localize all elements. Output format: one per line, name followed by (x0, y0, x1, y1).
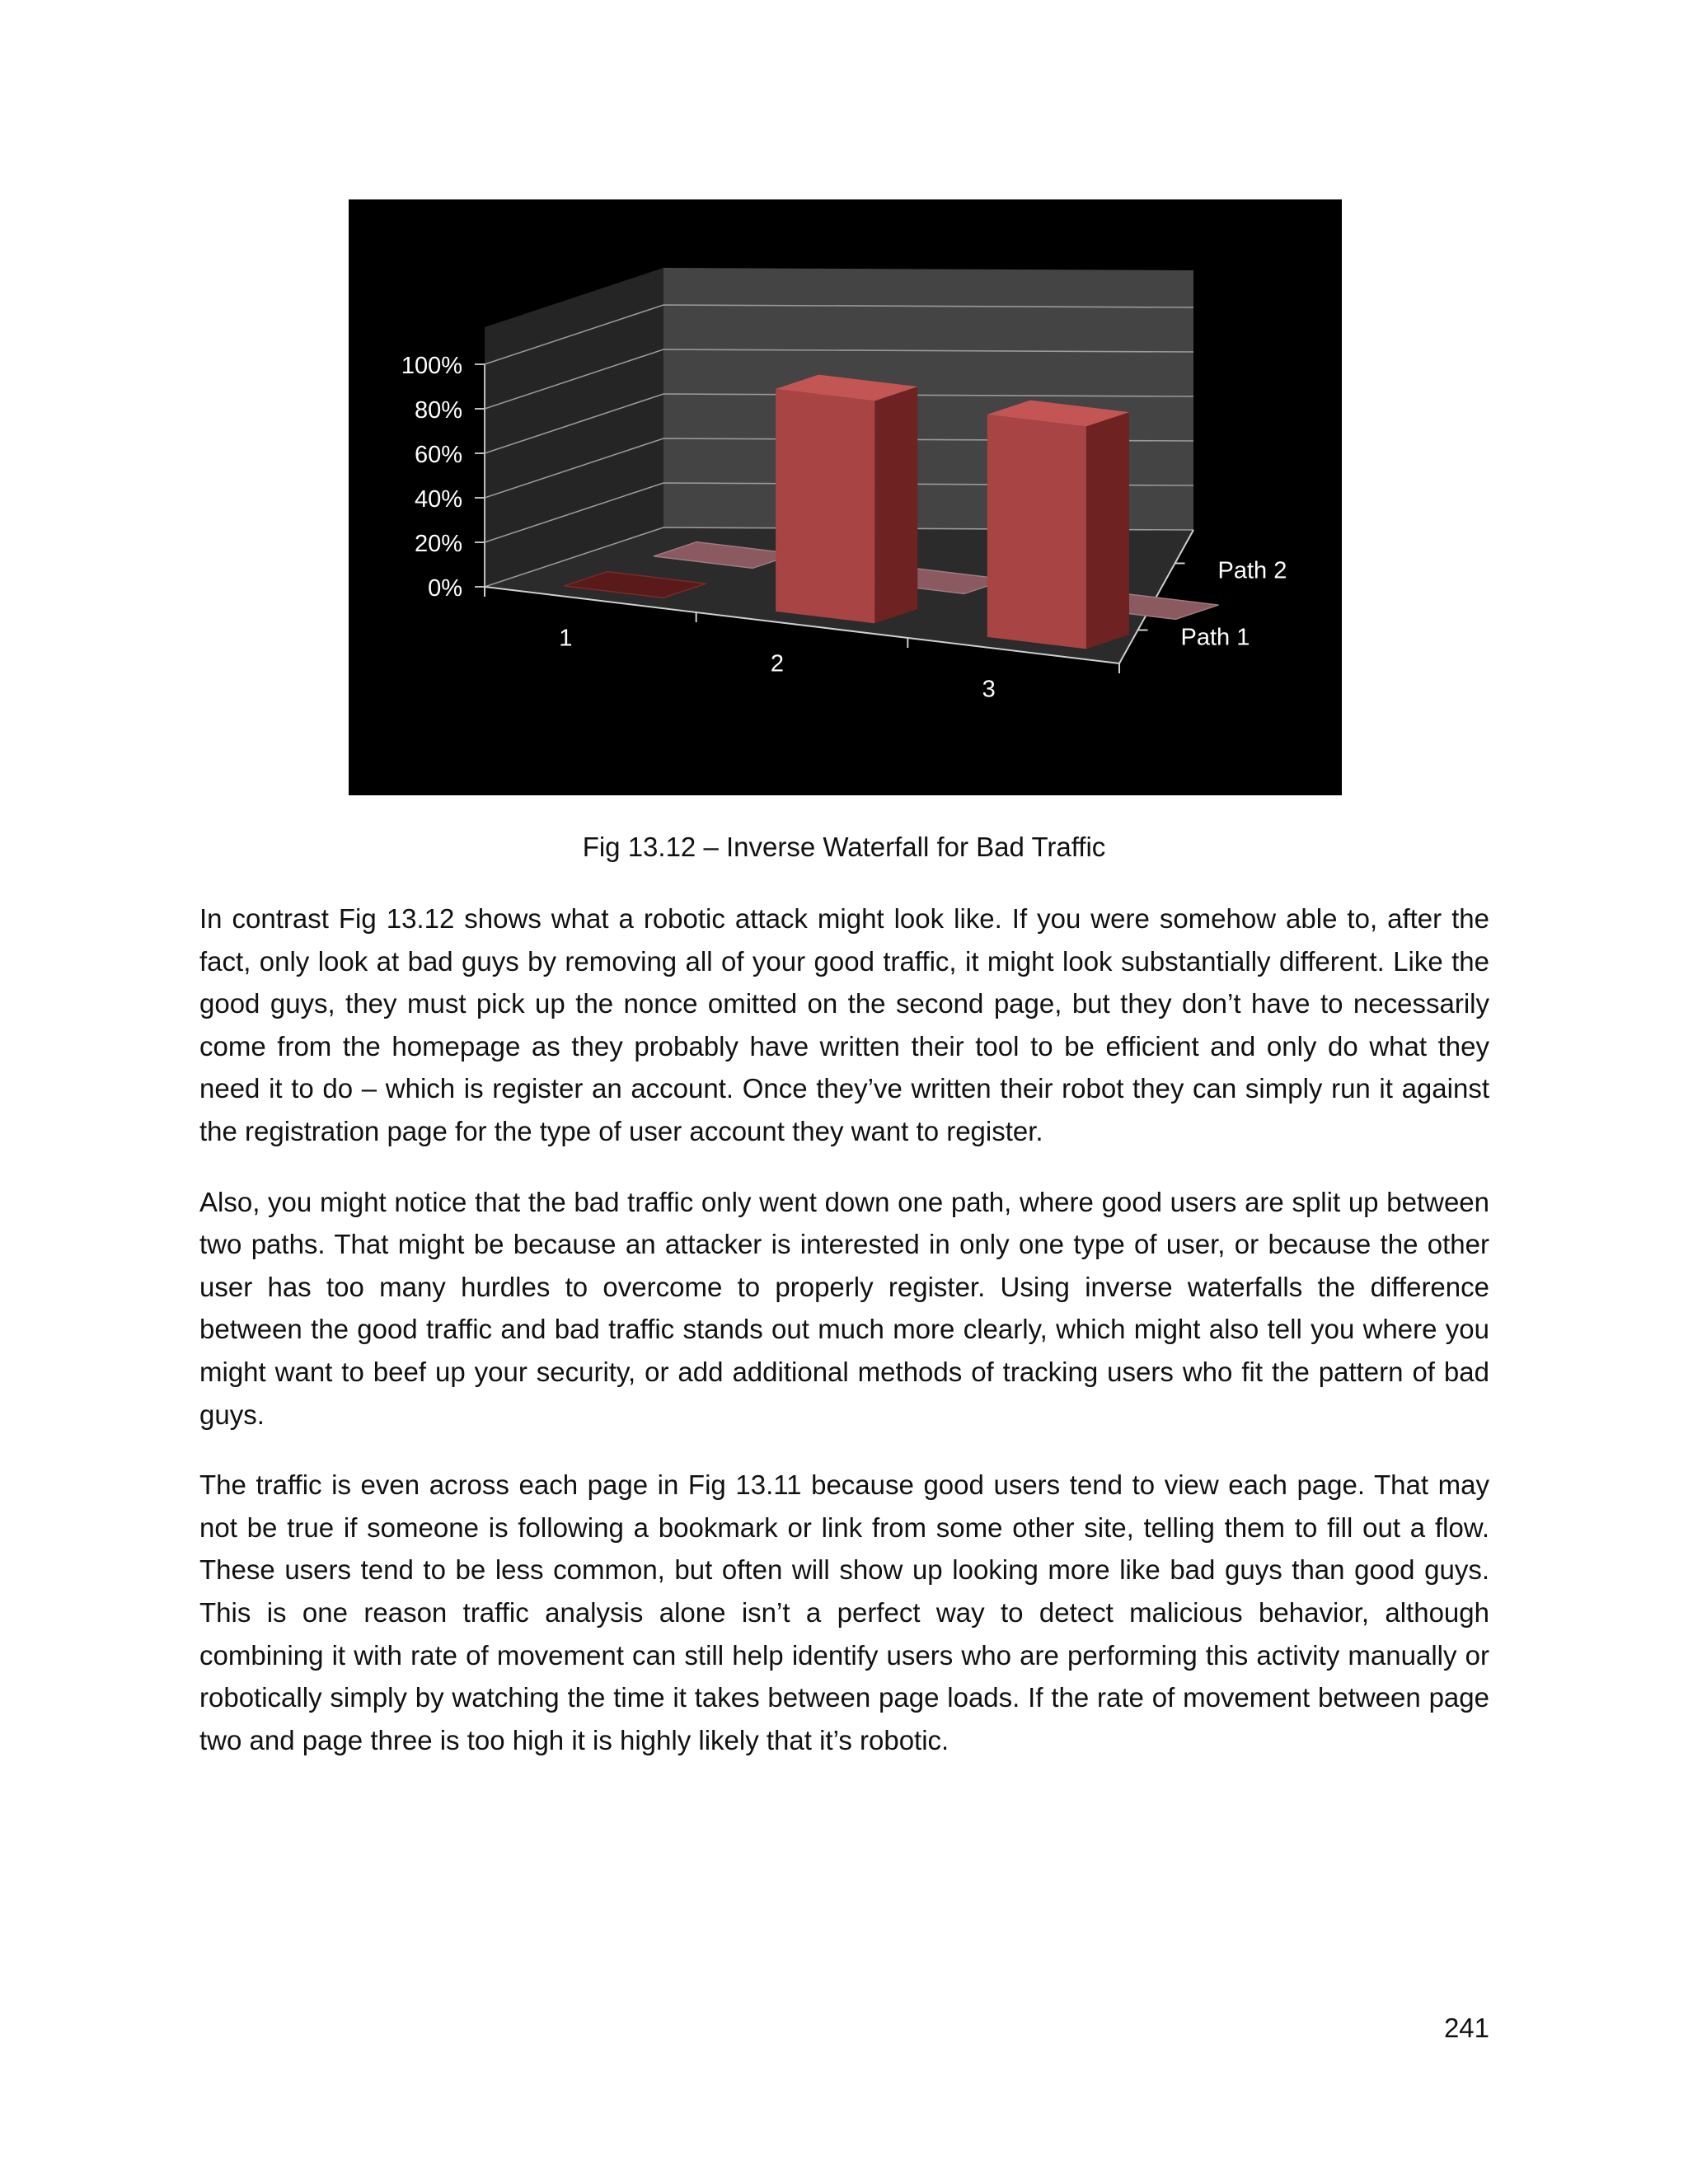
y-tick-label: 40% (414, 486, 462, 513)
page-number: 241 (1443, 2013, 1489, 2043)
y-tick-label: 60% (414, 442, 462, 468)
bar-path-1-3 (987, 415, 1086, 649)
x-tick-label: 1 (559, 625, 573, 652)
chart-svg (349, 199, 1342, 795)
y-tick-label: 20% (414, 531, 462, 557)
paragraph-1: In contrast Fig 13.12 shows what a robotic attack might look like. If you were somehow able to, after the fact, only look at bad guys by removing all of your good traffic, it might look substantially different. Like the good guys, they must pick up the nonce omitted on the second page, but they don’t have to necessarily come from the homepage as they probably have written their tool to be efficient and only do what they need it to do – which is register an account. Once they’ve written their robot they can simply run it against the registration page for the type of user account they want to register. (199, 903, 1489, 1146)
inverse-waterfall-chart (349, 199, 1342, 795)
series-label: Path 2 (1217, 557, 1287, 584)
y-tick-label: 100% (401, 353, 462, 379)
series-label: Path 1 (1180, 624, 1250, 651)
bar-side-path-1-2 (874, 387, 917, 623)
y-tick-label: 0% (428, 575, 462, 602)
bar-side-path-1-3 (1086, 412, 1129, 649)
x-tick-label: 3 (982, 676, 996, 703)
figure-caption: Fig 13.12 – Inverse Waterfall for Bad Traffic (582, 832, 1106, 862)
paragraph-3: The traffic is even across each page in Fig 13.11 because good users tend to view each page. That may not be true if someone is following a bookmark or link from some other site, telling them to fill out a flow. These users tend to be less common, but often will show up looking more like bad guys than good guys. This is one reason traffic analysis alone isn’t a perfect way to detect malicious behavior, although combining it with rate of movement can still help identify users who are performing this activity manually or robotically simply by watching the time it takes between page loads. If the rate of movement between page two and page three is too high it is highly likely that it’s robotic. (199, 1469, 1489, 1755)
x-tick-label: 2 (770, 650, 785, 677)
body-text (199, 898, 1489, 1789)
y-tick-label: 80% (414, 397, 462, 424)
paragraph-2: Also, you might notice that the bad traffic only went down one path, where good users are split up between two paths. That might be because an attacker is interested in only one type of user, or because the other user has too many hurdles to overcome to properly register. Using inverse waterfalls the difference between the good traffic and bad traffic stands out much more clearly, which might also tell you where you might want to beef up your security, or add additional methods of tracking users who fit the pattern of bad guys. (199, 1186, 1489, 1430)
bar-path-1-2 (776, 389, 874, 624)
